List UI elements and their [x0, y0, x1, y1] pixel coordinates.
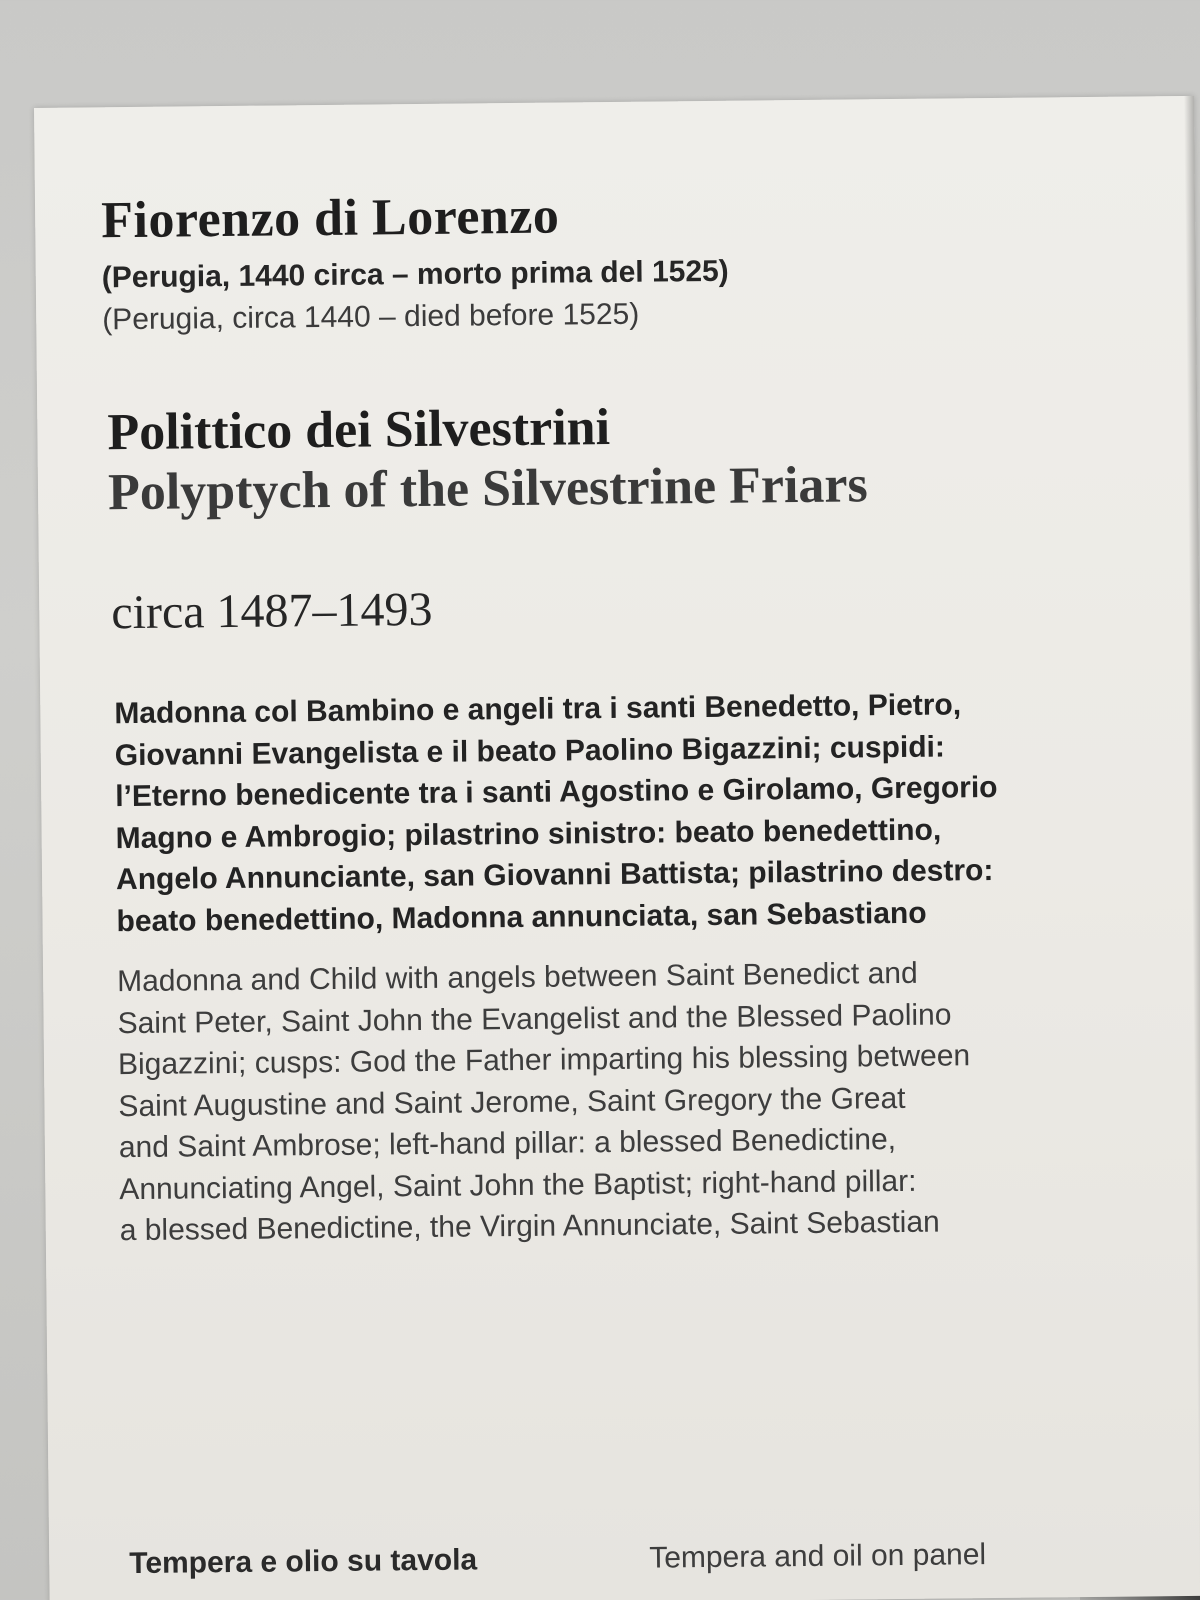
artist-bio-italian: (Perugia, 1440 circa – morto prima del 1525) [101, 254, 729, 295]
description-line: beato benedettino, Madonna annunciata, san Sebastiano [116, 896, 927, 938]
museum-label-card [34, 96, 1200, 1600]
artwork-title-english: Polyptych of the Silvestrine Friars [107, 456, 868, 522]
artist-bio-english: (Perugia, circa 1440 – died before 1525) [102, 297, 640, 337]
card-edge-shadow [1184, 96, 1200, 1596]
description-line: Saint Augustine and Saint Jerome, Saint Gregory the Great [118, 1081, 906, 1123]
description-line: Madonna and Child with angels between Saint Benedict and [116, 956, 918, 999]
description-line: a blessed Benedictine, the Virgin Annunciate, Saint Sebastian [119, 1205, 940, 1248]
artist-name: Fiorenzo di Lorenzo [100, 187, 560, 250]
medium-english: Tempera and oil on panel [649, 1538, 987, 1575]
description-line: Bigazzini; cusps: God the Father imparting his blessing between [117, 1039, 971, 1082]
description-line: and Saint Ambrose; left-hand pillar: a blessed Benedictine, [118, 1123, 897, 1165]
description-line: Magno e Ambrogio; pilastrino sinistro: beato benedettino, [115, 813, 942, 855]
artwork-title-italian: Polittico dei Silvestrini [107, 398, 611, 462]
description-line: Saint Peter, Saint John the Evangelist and the Blessed Paolino [117, 997, 952, 1040]
description-italian [114, 683, 1127, 943]
description-line: Annunciating Angel, Saint John the Baptist; right-hand pillar: [119, 1164, 917, 1206]
artwork-date: circa 1487–1493 [111, 582, 433, 640]
medium-italian: Tempera e olio su tavola [129, 1543, 478, 1581]
description-line: Madonna col Bambino e angeli tra i santi Benedetto, Pietro, [114, 688, 962, 731]
description-line: Angelo Annunciante, san Giovanni Battista; pilastrino destro: [115, 853, 994, 897]
description-line: l’Eterno benedicente tra i santi Agostino e Girolamo, Gregorio [115, 770, 998, 814]
description-line: Giovanni Evangelista e il beato Paolino Bigazzini; cuspidi: [114, 729, 946, 772]
description-english [117, 951, 1130, 1252]
